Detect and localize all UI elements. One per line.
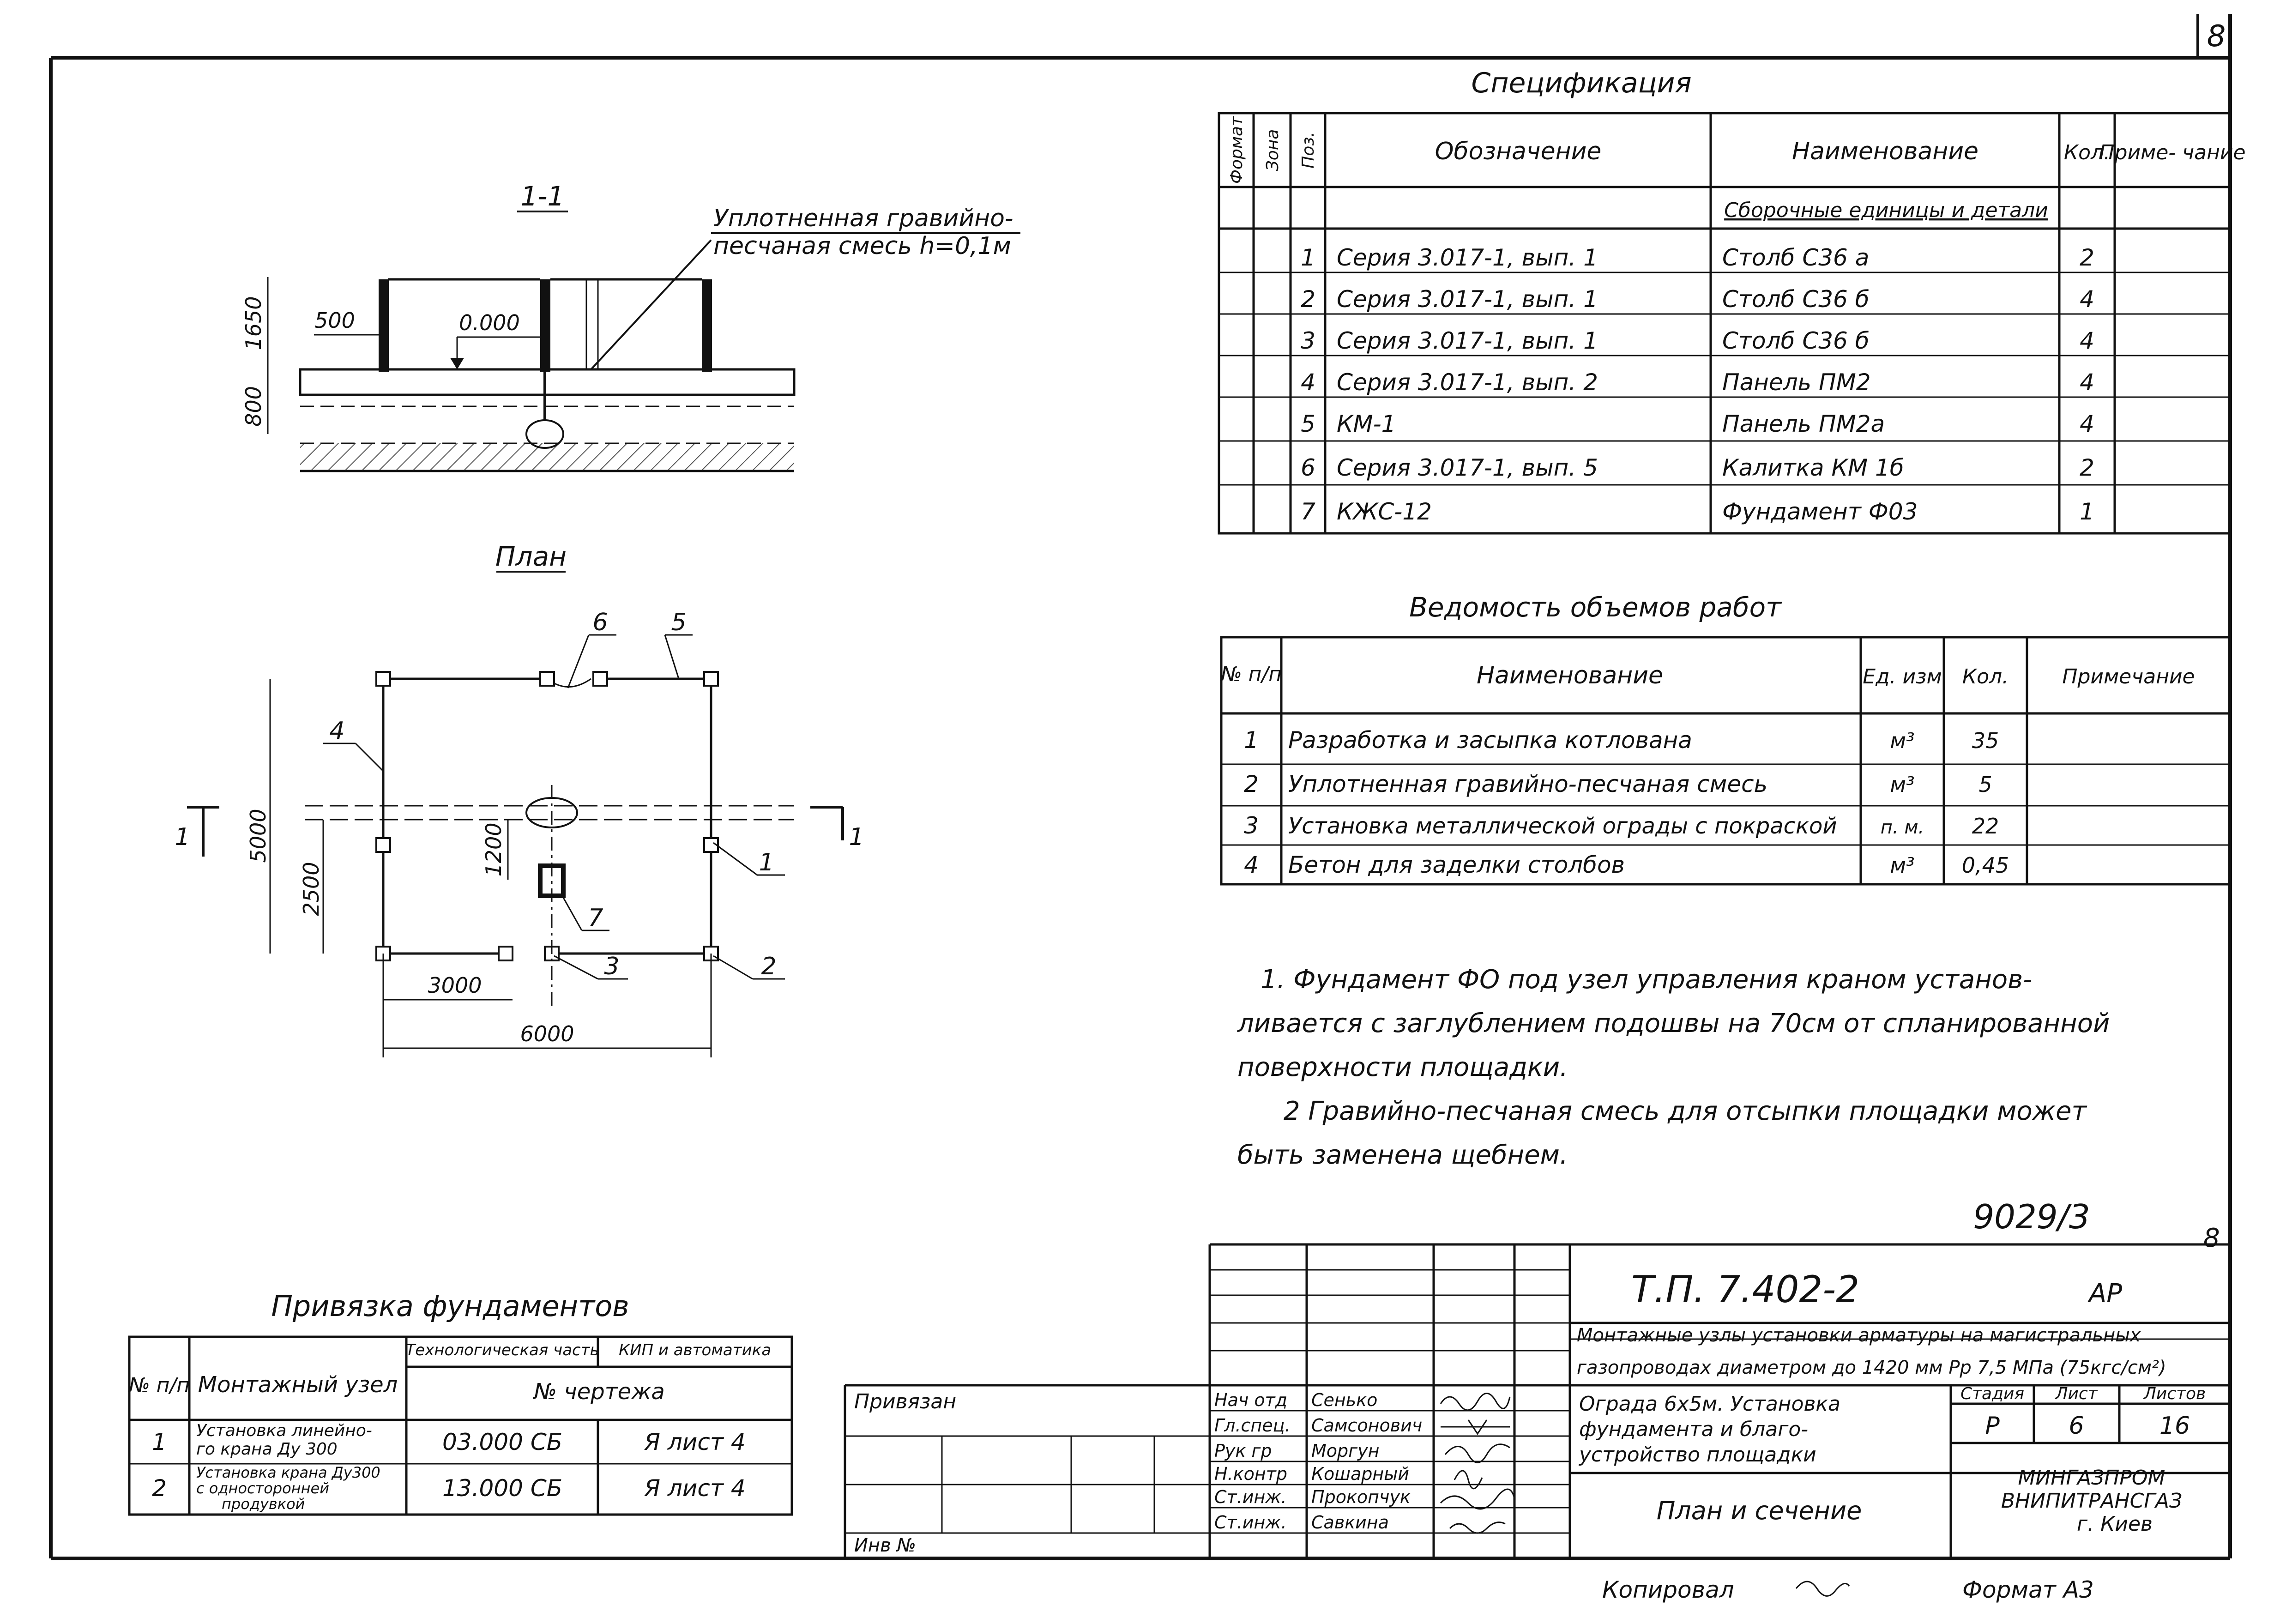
spec-row-6-designation: Серия 3.017-1, вып. 5	[1337, 454, 1598, 481]
spec-row-3-designation: Серия 3.017-1, вып. 1	[1337, 327, 1598, 354]
spec-row-2-qty: 4	[2080, 286, 2094, 313]
spec-row-7-pos: 7	[1301, 498, 1315, 525]
spec-row-1-qty: 2	[2080, 244, 2094, 271]
staff-5-role: Ст.инж.	[1214, 1487, 1287, 1507]
works-row-2-unit: м³	[1890, 772, 1915, 797]
sheets-label: Листов	[2143, 1384, 2206, 1403]
works-row-1-name: Разработка и засыпка котлована	[1288, 727, 1692, 754]
works-row-4-qty: 0,45	[1961, 853, 2009, 878]
foundations-header-drawing: № чертежа	[534, 1379, 665, 1405]
foundations-row-2-n: 2	[152, 1475, 167, 1502]
foundations-row-1-kip: Я лист 4	[644, 1429, 746, 1455]
works-row-1-qty: 35	[1972, 728, 1999, 753]
plan-mark-4: 4	[329, 717, 345, 745]
spec-row-5-designation: КМ-1	[1337, 411, 1396, 437]
plan-mark-7: 7	[588, 904, 603, 932]
staff-5-name: Прокопчук	[1311, 1487, 1411, 1507]
foundations-header-node: Монтажный узел	[198, 1372, 398, 1398]
spec-group-label: Сборочные единицы и детали	[1724, 199, 2048, 222]
section-dim-500: 500	[314, 308, 355, 333]
note-line-1: 1. Фундамент ФО под узел управления краном установ-	[1261, 965, 2033, 995]
staff-6-role: Ст.инж.	[1214, 1512, 1287, 1533]
plan-dim-2500: 2500	[299, 862, 324, 916]
organization-line-2: ВНИПИТРАНСГАЗ	[2001, 1489, 2183, 1513]
spec-header-format: Формат	[1227, 116, 1246, 184]
foundations-title: Привязка фундаментов	[271, 1289, 629, 1323]
spec-row-7-designation: КЖС-12	[1337, 498, 1432, 525]
works-row-2-name: Уплотненная гравийно-песчаная смесь	[1288, 771, 1768, 797]
spec-row-4-qty: 4	[2080, 369, 2094, 396]
section-dim-800: 800	[241, 386, 266, 427]
stage-label: Стадия	[1960, 1384, 2025, 1403]
note-line-4: 2 Гравийно-песчаная смесь для отсыпки площадки может	[1284, 1096, 2087, 1126]
foundations-row-1-n: 1	[152, 1429, 167, 1455]
works-row-2-qty: 5	[1978, 772, 1992, 797]
works-row-3-name: Установка металлической ограды с покраской	[1288, 813, 1837, 839]
spec-header-designation: Обозначение	[1435, 138, 1602, 165]
doc-code: Т.П. 7.402-2	[1631, 1268, 1860, 1311]
spec-row-2-name: Столб С36 б	[1722, 286, 1870, 313]
spec-row-1-designation: Серия 3.017-1, вып. 1	[1337, 244, 1598, 271]
plan-mark-2: 2	[761, 953, 777, 980]
foundations-row-2-node-line-2: с односторонней	[196, 1479, 329, 1497]
works-row-1-unit: м³	[1890, 728, 1915, 753]
works-row-2-n: 2	[1244, 771, 1259, 797]
plan-mark-5: 5	[671, 609, 687, 636]
sheets-value: 16	[2159, 1412, 2190, 1440]
plan-mark-6: 6	[592, 609, 608, 636]
inventory-label: Инв №	[854, 1535, 916, 1556]
organization-line-3: г. Киев	[2077, 1512, 2153, 1536]
foundations-row-2-node-line-1: Установка крана Ду300	[196, 1464, 380, 1481]
staff-6-name: Савкина	[1311, 1512, 1389, 1533]
spec-row-6-qty: 2	[2080, 454, 2094, 481]
copied-label: Копировал	[1602, 1576, 1734, 1603]
inventory-number: 9029/3	[1973, 1197, 2090, 1236]
plan-dim-3000: 3000	[428, 973, 482, 998]
spec-row-5-name: Панель ПМ2а	[1722, 411, 1885, 437]
stage-value: Р	[1985, 1412, 2000, 1440]
section-callout-line-1: Уплотненная гравийно-	[713, 205, 1013, 232]
format-label: Формат А3	[1962, 1576, 2094, 1603]
works-header-note: Примечание	[2062, 665, 2195, 688]
works-header-name: Наименование	[1476, 662, 1664, 689]
staff-2-name: Самсонович	[1311, 1415, 1423, 1436]
spec-row-1-pos: 1	[1301, 244, 1315, 271]
sheet-label: Лист	[2055, 1384, 2098, 1403]
margin-note: 8	[2203, 1223, 2220, 1253]
foundations-header-tech: Технологическая часть	[405, 1341, 599, 1359]
plan-title: План	[495, 541, 567, 572]
foundations-header-n: № п/п	[128, 1374, 190, 1397]
plan-mark-1: 1	[759, 849, 774, 876]
drawing-title: План и сечение	[1656, 1496, 1862, 1525]
works-row-3-qty: 22	[1972, 814, 1999, 839]
note-line-2: ливается с заглублением подошвы на 70см от спланированной	[1237, 1008, 2110, 1038]
spec-row-1-name: Столб С36 а	[1722, 244, 1870, 271]
spec-header-pos: Поз.	[1299, 132, 1318, 169]
spec-row-6-name: Калитка КМ 1б	[1722, 454, 1904, 481]
spec-row-5-pos: 5	[1301, 411, 1315, 437]
plan-dim-6000: 6000	[520, 1021, 574, 1046]
project-name-line-1: Монтажные узлы установки арматуры на магистральных	[1577, 1325, 2141, 1346]
foundations-header-kip: КИП и автоматика	[618, 1341, 772, 1359]
works-row-4-name: Бетон для заделки столбов	[1288, 851, 1625, 878]
page-number: 8	[2207, 19, 2226, 54]
spec-header-qty: Кол.	[2063, 141, 2111, 164]
works-header-qty: Кол.	[1962, 665, 2009, 688]
spec-row-3-pos: 3	[1301, 327, 1315, 354]
staff-1-name: Сенько	[1311, 1390, 1378, 1410]
discipline-code: АР	[2088, 1279, 2123, 1309]
section-title: 1-1	[520, 181, 565, 212]
sheet-value: 6	[2069, 1412, 2084, 1440]
spec-header-name: Наименование	[1791, 138, 1979, 165]
staff-3-name: Моргун	[1311, 1441, 1380, 1461]
plan-dim-1200: 1200	[481, 822, 506, 877]
spec-row-4-pos: 4	[1301, 369, 1315, 396]
plan-section-mark-right: 1	[849, 823, 864, 851]
spec-row-6-pos: 6	[1301, 454, 1315, 481]
sheet-title-line-2: фундамента и благо-	[1579, 1418, 1809, 1441]
specification-title: Спецификация	[1471, 67, 1692, 99]
staff-4-role: Н.контр	[1214, 1464, 1287, 1484]
spec-row-7-name: Фундамент Ф03	[1722, 498, 1918, 525]
sheet-title-line-1: Ограда 6х5м. Установка	[1579, 1392, 1840, 1416]
spec-row-3-name: Столб С36 б	[1722, 327, 1870, 354]
plan-section-mark-left: 1	[175, 823, 190, 851]
staff-3-role: Рук гр	[1214, 1441, 1272, 1461]
works-header-unit: Ед. изм	[1863, 665, 1942, 688]
note-line-3: поверхности площадки.	[1237, 1052, 1568, 1082]
spec-row-4-name: Панель ПМ2	[1722, 369, 1871, 396]
spec-row-7-qty: 1	[2080, 498, 2094, 525]
works-header-n: № п/п	[1220, 663, 1282, 686]
works-row-4-unit: м³	[1890, 853, 1915, 878]
spec-row-4-designation: Серия 3.017-1, вып. 2	[1337, 369, 1598, 396]
works-row-3-unit: п. м.	[1880, 817, 1924, 838]
spec-header-zone: Зона	[1263, 129, 1282, 171]
spec-row-3-qty: 4	[2080, 327, 2094, 354]
foundations-row-2-node-line-3: продувкой	[222, 1495, 305, 1513]
spec-row-2-designation: Серия 3.017-1, вып. 1	[1337, 286, 1598, 313]
spec-row-2-pos: 2	[1301, 286, 1315, 313]
plan-mark-3: 3	[604, 953, 620, 980]
sheet-title-line-3: устройство площадки	[1579, 1443, 1816, 1467]
staff-1-role: Нач отд	[1214, 1390, 1288, 1410]
works-row-4-n: 4	[1244, 851, 1259, 878]
plan-dim-5000: 5000	[246, 809, 271, 863]
note-line-5: быть заменена щебнем.	[1237, 1140, 1568, 1170]
foundations-row-2-kip: Я лист 4	[644, 1475, 746, 1502]
organization-line-1: МИНГАЗПРОМ	[2018, 1466, 2165, 1490]
spec-row-5-qty: 4	[2080, 411, 2094, 437]
tied-label: Привязан	[854, 1390, 957, 1413]
section-callout-line-2: песчаная смесь h=0,1м	[713, 232, 1011, 260]
works-row-3-n: 3	[1244, 812, 1259, 839]
section-dim-0000: 0.000	[459, 310, 520, 335]
foundations-row-2-tech: 13.000 СБ	[442, 1475, 563, 1502]
foundations-row-1-node-line-2: го крана Ду 300	[196, 1440, 338, 1459]
foundations-row-1-node-line-1: Установка линейно-	[196, 1421, 372, 1440]
spec-header-note: Приме- чание	[2099, 141, 2246, 164]
foundations-row-1-tech: 03.000 СБ	[442, 1429, 563, 1455]
project-name-line-2: газопроводах диаметром до 1420 мм Рр 7,5 МПа (75кгс/см²)	[1577, 1357, 2166, 1378]
works-title: Ведомость объемов работ	[1409, 592, 1781, 623]
works-row-1-n: 1	[1244, 727, 1259, 754]
staff-4-name: Кошарный	[1311, 1464, 1409, 1484]
staff-2-role: Гл.спец.	[1214, 1415, 1291, 1436]
section-dim-1650: 1650	[241, 296, 266, 350]
